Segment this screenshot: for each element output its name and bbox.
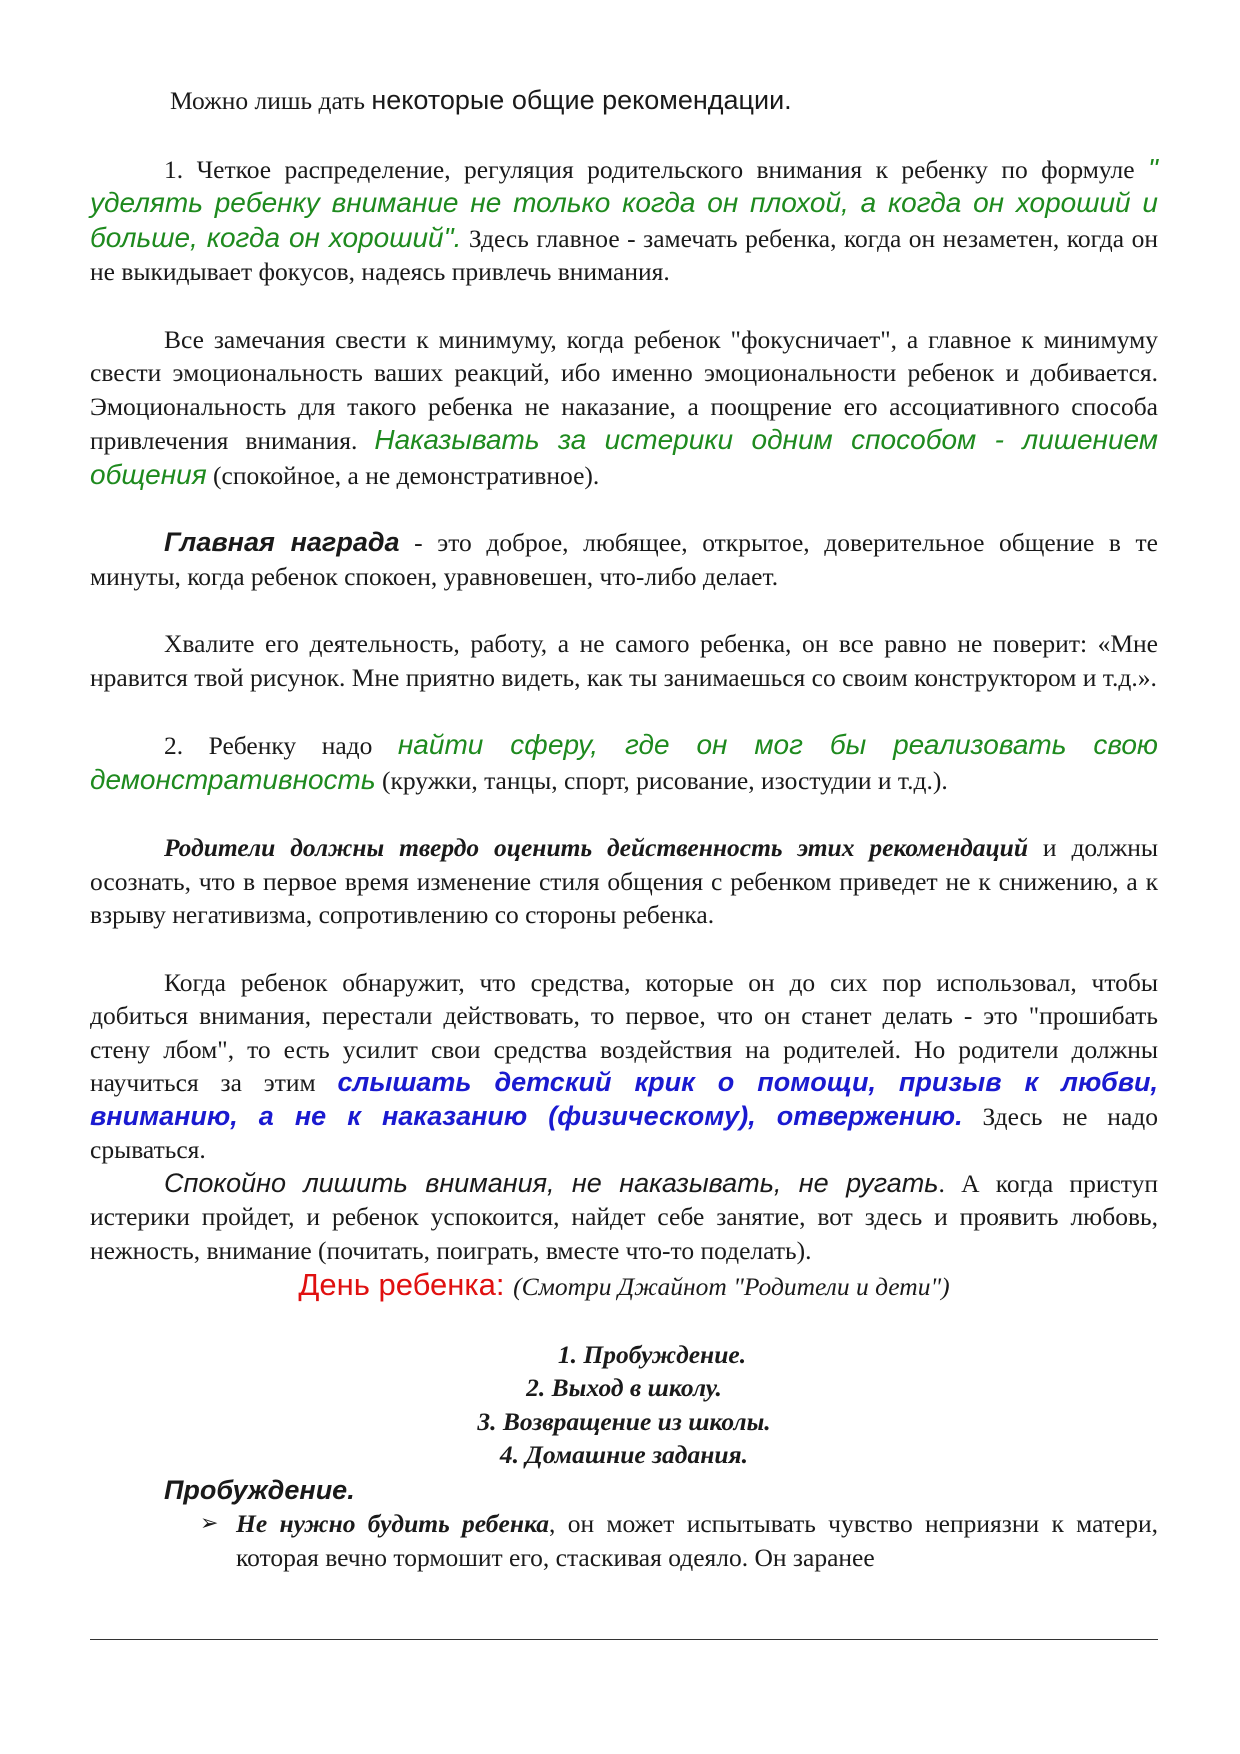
praise-text: Хвалите его деятельность, работу, а не самого ребенка, он все равно не поверит: «Мне нравится твой рисунок. Мне приятно видеть, как ты занимаешься со своим конструктором и т.д.». <box>90 629 1158 692</box>
remarks-emphasis: Наказывать за истерики одним способом - лишением общения <box>90 424 1158 490</box>
document-page <box>90 84 1158 1574</box>
detection-paragraph <box>90 966 1158 1167</box>
bullet-emphasis: Не нужно будить ребенка <box>236 1509 550 1538</box>
list-item: 3. Возвращение из школы. <box>477 1406 771 1436</box>
day-title: День ребенка: <box>298 1267 514 1302</box>
section-heading <box>90 1474 1158 1508</box>
intro-text: Можно лишь дать <box>170 86 372 115</box>
remarks-paragraph <box>90 323 1158 493</box>
footer-rule <box>90 1639 1158 1640</box>
list-item: 1. Пробуждение. <box>557 1339 747 1369</box>
detection-text-end: Здесь не надо срываться. <box>90 1101 1158 1164</box>
list-item: 2. Выход в школу. <box>526 1373 722 1402</box>
arrow-bullet-icon: ➢ <box>200 1511 219 1536</box>
praise-paragraph <box>90 627 1158 694</box>
parents-emphasis: Родители должны твердо оценить действенность этих рекомендаций <box>164 833 1029 862</box>
calm-emphasis: Спокойно лишить внимания, не наказывать, не ругать <box>164 1167 939 1198</box>
main-reward-heading: Главная награда <box>164 527 400 557</box>
remarks-text: Все замечания свести к минимуму, когда ребенок "фокусничает", а главное к минимуму свести эмоциональность ваших реакций, ибо именно эмоциональности ребенок и добивается. Эмоциональность для такого ребенка не наказание, а поощрение его ассоциативного способа привлечения внимания. <box>90 324 1158 455</box>
bullet-text <box>236 1507 1158 1574</box>
bullet-item <box>200 1507 1158 1574</box>
main-reward-text: - это доброе, любящее, открытое, доверительное общение в те минуты, когда ребенок спокоен, уравновешен, что-либо делает. <box>90 528 1158 591</box>
remarks-text-end: (спокойное, а не демонстративное). <box>206 460 600 490</box>
day-title-line <box>90 1268 1158 1304</box>
parents-paragraph <box>90 831 1158 932</box>
day-steps-list <box>90 1338 1158 1472</box>
main-reward-paragraph <box>90 526 1158 593</box>
detection-text: Когда ребенок обнаружит, что средства, которые он до сих пор использовал, чтобы добиться внимания, перестали действовать, то первое, что он станет делать - это "прошибать стену лбом", то есть усилит свои средства воздействия на родителей. Но родители должны научиться за этим <box>90 967 1158 1097</box>
rec2-text: 2. Ребенку надо <box>164 731 398 760</box>
rec2-text-end: (кружки, танцы, спорт, рисование, изостудии и т.д.). <box>375 765 948 795</box>
day-reference: (Смотри Джайнот "Родители и дети") <box>513 1272 950 1301</box>
bullet-text-body: , он может испытывать чувство неприязни к матери, которая вечно тормошит его, стаскивая одеяло. Он заранее <box>236 1509 1158 1572</box>
rec2-emphasis: найти сферу, где он мог бы реализовать свою демонстративность <box>90 729 1158 795</box>
calm-paragraph <box>90 1167 1158 1268</box>
recommendation-1-paragraph <box>90 152 1158 289</box>
rec1-formula: " уделять ребенку внимание не только когда он плохой, а когда он хороший и больше, когда он хороший". <box>90 152 1158 253</box>
section-heading-text: Пробуждение. <box>164 1474 355 1505</box>
rec1-text-end: Здесь главное - замечать ребенка, когда он незаметен, когда он не выкидывает фокусов, надеясь привлечь внимания. <box>90 223 1158 286</box>
calm-text: . А когда приступ истерики пройдет, и ребенок успокоится, найдет себе занятие, вот здесь и проявить любовь, нежность, внимание (почитать, поиграть, вместе что-то поделать). <box>90 1168 1158 1265</box>
parents-text: и должны осознать, что в первое время изменение стиля общения с ребенком приведет не к снижению, а к взрыву негативизма, сопротивлению со стороны ребенка. <box>90 833 1158 929</box>
rec1-text: 1. Четкое распределение, регуляция родительского внимания к ребенку по формуле <box>164 154 1149 184</box>
intro-emphasis: некоторые общие рекомендации. <box>371 85 792 115</box>
list-item: 4. Домашние задания. <box>499 1440 749 1469</box>
intro-paragraph <box>90 84 1158 118</box>
detection-emphasis: слышать детский крик о помощи, призыв к любви, вниманию, а не к наказанию (физическому), отвержению. <box>90 1067 1158 1131</box>
recommendation-2-paragraph <box>90 728 1158 797</box>
